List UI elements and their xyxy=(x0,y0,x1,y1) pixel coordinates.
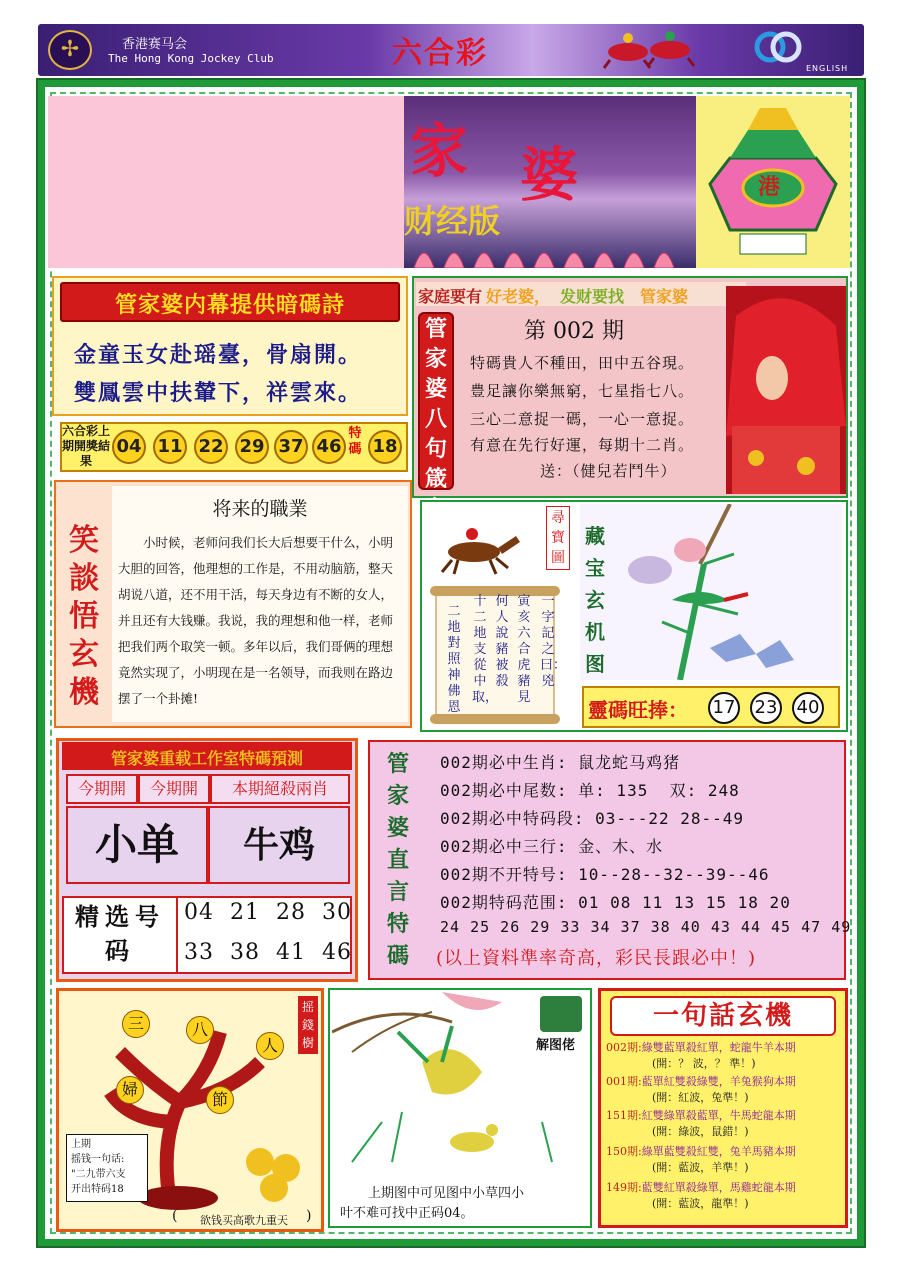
poem-line-1: 金童玉女赴瑶臺，骨扇開。 xyxy=(74,342,363,368)
phrase-entry xyxy=(606,1108,796,1124)
lucky-ball: 17 xyxy=(708,692,740,724)
direct-tips-footer: (以上資料準率奇高，彩民長跟必中！) xyxy=(436,948,757,969)
jockey-club-logo[interactable]: ✢ xyxy=(48,30,92,70)
prediction-col-header: 本期絕殺兩肖 xyxy=(210,774,350,804)
pick-divider xyxy=(176,898,178,972)
direct-tip-line: 002期不开特号: 10--28--32--39--46 xyxy=(440,865,770,884)
jockey-horse-icon xyxy=(428,520,524,576)
joke-body: 小时候，老师问我们长大后想要干什么，小明大胆的回答，他理想的工作是，不用动脑筋，整天胡说八道，还不用干活，每天身边有不断的女人，并且还有大钱赚。我说，我的理想和他一样，老师把我们两个取笑一顿。多年以后，我们哥俩的理想竟然实现了，小明现在是一名领导，而我则在路边摆了一个卦摊! xyxy=(118,535,394,706)
phrase-entry-result: (開：藍波，羊準！) xyxy=(652,1161,749,1174)
treasure-art-title: 藏宝玄机图 xyxy=(585,524,605,676)
prediction-header: 管家婆重载工作室特碼預測 xyxy=(110,749,303,768)
tree-char: 八 xyxy=(186,1016,214,1044)
prediction-odd-small: 小单 xyxy=(66,806,208,884)
special-ball: 18 xyxy=(368,430,402,464)
tree-char: 節 xyxy=(206,1086,234,1114)
proverbs-header-part: 好老婆， xyxy=(486,287,551,306)
tree-char: 三 xyxy=(122,1010,150,1038)
phrase-entry-text: 藍單紅雙殺綠雙，羊兔猴狗本期 xyxy=(641,1075,796,1088)
phrase-entry xyxy=(606,1074,796,1090)
joke-side-label: 笑談悟玄機 xyxy=(69,523,99,710)
joke-title: 将来的職業 xyxy=(212,498,308,520)
racing-horses-icon xyxy=(598,26,718,72)
phrase-entry-text: 綠單藍雙殺紅雙，兔羊馬豬本期 xyxy=(641,1145,796,1158)
direct-tip-line: 002期必中特码段: 03---22 28--49 xyxy=(440,809,745,828)
phrase-entry-text: 綠雙藍單殺紅單，蛇龍牛羊本期 xyxy=(641,1041,796,1054)
lucky-label: 靈碼旺捧： xyxy=(588,698,688,722)
prediction-col-header: 今期開 xyxy=(138,774,210,804)
pick-row: 04 21 28 30 xyxy=(184,900,352,925)
proverb-gift: 送：（健兒若鬥牛） xyxy=(540,462,677,480)
lantern-char: 港 xyxy=(758,174,781,200)
direct-tips-side-label: 管家婆直言特碼 xyxy=(386,751,409,969)
english-link[interactable]: ENGLISH xyxy=(806,64,849,73)
riddle-column: 寅亥六合虎豬見 xyxy=(517,594,531,705)
phrase-entry-result: (開：紅波，兔準！) xyxy=(652,1091,749,1104)
decoder-icon xyxy=(540,996,582,1032)
phrase-entry xyxy=(606,1040,796,1056)
phrase-entry xyxy=(606,1144,796,1160)
riddle-column: 二地對照神佛恩 xyxy=(447,604,461,715)
proverbs-header-part: 发财要找 xyxy=(560,287,625,306)
poem-title: 管家婆内幕提供暗碼詩 xyxy=(114,292,345,318)
banner-subtitle: 财经版 xyxy=(404,202,501,240)
money-tree-tag: 摇錢樹 xyxy=(298,996,318,1054)
banner-title-char-1: 家 xyxy=(410,117,469,185)
phrase-entry-result: (開：綠波，鼠錯！) xyxy=(652,1125,749,1138)
result-ball: 11 xyxy=(153,430,187,464)
tree-char: 婦 xyxy=(116,1076,144,1104)
special-label: 特碼 xyxy=(348,426,362,457)
issue-number: 第 002 期 xyxy=(524,319,624,344)
result-ball: 37 xyxy=(274,430,308,464)
direct-tip-line: 002期特码范围: 01 08 11 13 15 18 20 xyxy=(440,893,791,912)
riddle-column: 何人說豬被殺 xyxy=(495,594,509,689)
phrase-entry-label: 001期: xyxy=(606,1075,642,1088)
riddle-column: 一字記之曰：兇 xyxy=(540,594,567,689)
result-ball: 04 xyxy=(112,430,146,464)
blank-ad-panel xyxy=(48,96,404,268)
riddle-column: 十二地支從中取， xyxy=(472,594,499,705)
direct-tip-line: 24 25 26 29 33 34 37 38 40 43 44 45 47 49 xyxy=(440,918,852,936)
result-ball: 29 xyxy=(235,430,269,464)
lucky-ball: 40 xyxy=(792,692,824,724)
proverb-line: 特碼貴人不種田，田中五谷現。 xyxy=(470,354,695,372)
org-name-cn: 香港赛马会 xyxy=(122,37,188,52)
lucky-ball: 23 xyxy=(750,692,782,724)
phrase-entry-text: 紅雙綠單殺藍單，牛馬蛇龍本期 xyxy=(641,1109,796,1122)
phrase-entry-result: (開：？ 波，？ 準！) xyxy=(652,1057,756,1070)
bamboo-bird-illustration xyxy=(580,504,842,680)
proverbs-side-label: 管家婆八句箴 xyxy=(424,316,447,492)
brand-title: 六合彩 xyxy=(392,36,488,71)
mark-six-rings-logo[interactable] xyxy=(750,30,806,64)
caption-paren: ( xyxy=(172,1208,178,1224)
phrase-entry-result: (開：藍波，龍準！) xyxy=(652,1197,749,1210)
phrase-entry-label: 149期: xyxy=(606,1181,642,1194)
phrase-entry-text: 藍雙紅單殺綠單，馬雞蛇龍本期 xyxy=(641,1181,796,1194)
bride-image xyxy=(726,286,846,494)
phrase-entry-label: 150期: xyxy=(606,1145,642,1158)
prediction-killed-zodiacs: 牛鸡 xyxy=(208,806,350,884)
caption-paren: ) xyxy=(306,1208,312,1224)
banner-title-char-2: 婆 xyxy=(520,141,579,209)
result-ball: 22 xyxy=(194,430,228,464)
poem-line-2: 雙鳳雲中扶輦下，祥雲來。 xyxy=(74,380,363,406)
proverb-line: 三心二意捉一碼，一心一意捉。 xyxy=(470,410,695,428)
decoder-label: 解图佬 xyxy=(536,1038,576,1053)
proverb-line: 有意在先行好運，每期十二肖。 xyxy=(470,436,695,454)
phrase-entry-label: 002期: xyxy=(606,1041,642,1054)
direct-tip-line: 002期必中尾数: 单: 135 双: 248 xyxy=(440,781,740,800)
phrase-entry-label: 151期: xyxy=(606,1109,642,1122)
riddle-header: 尋寶圖 xyxy=(551,510,565,566)
proverb-line: 豊足讓你樂無窮，七星指七八。 xyxy=(470,382,695,400)
direct-tip-line: 002期必中三行: 金、木、水 xyxy=(440,837,664,856)
tree-char: 人 xyxy=(256,1032,284,1060)
picture-caption: 上期图中可见图中小草四小 xyxy=(368,1186,525,1201)
direct-tip-line: 002期必中生肖: 鼠龙蛇马鸡猪 xyxy=(440,753,681,772)
result-ball: 46 xyxy=(312,430,346,464)
money-tree-caption: 欲钱买高歌九重天 xyxy=(200,1214,288,1227)
money-tree-note: 上期 摇钱一句话: "二九带六支 开出特码18 xyxy=(66,1134,148,1202)
proverbs-header-part: 管家婆 xyxy=(640,287,689,306)
lotus-row-icon xyxy=(404,236,696,268)
picture-caption: 叶不难可找中正码04。 xyxy=(340,1206,474,1221)
org-name-en: The Hong Kong Jockey Club xyxy=(108,52,274,65)
one-phrase-title: 一句話玄機 xyxy=(610,996,836,1036)
results-label: 六合彩上期開獎結果 xyxy=(62,424,111,468)
proverbs-header-part: 家庭要有 xyxy=(418,287,483,306)
prediction-col-header: 今期開 xyxy=(66,774,138,804)
pick-row: 33 38 41 46 xyxy=(184,940,352,965)
pick-label: 精选号码 xyxy=(75,902,165,965)
phrase-entry xyxy=(606,1180,796,1196)
